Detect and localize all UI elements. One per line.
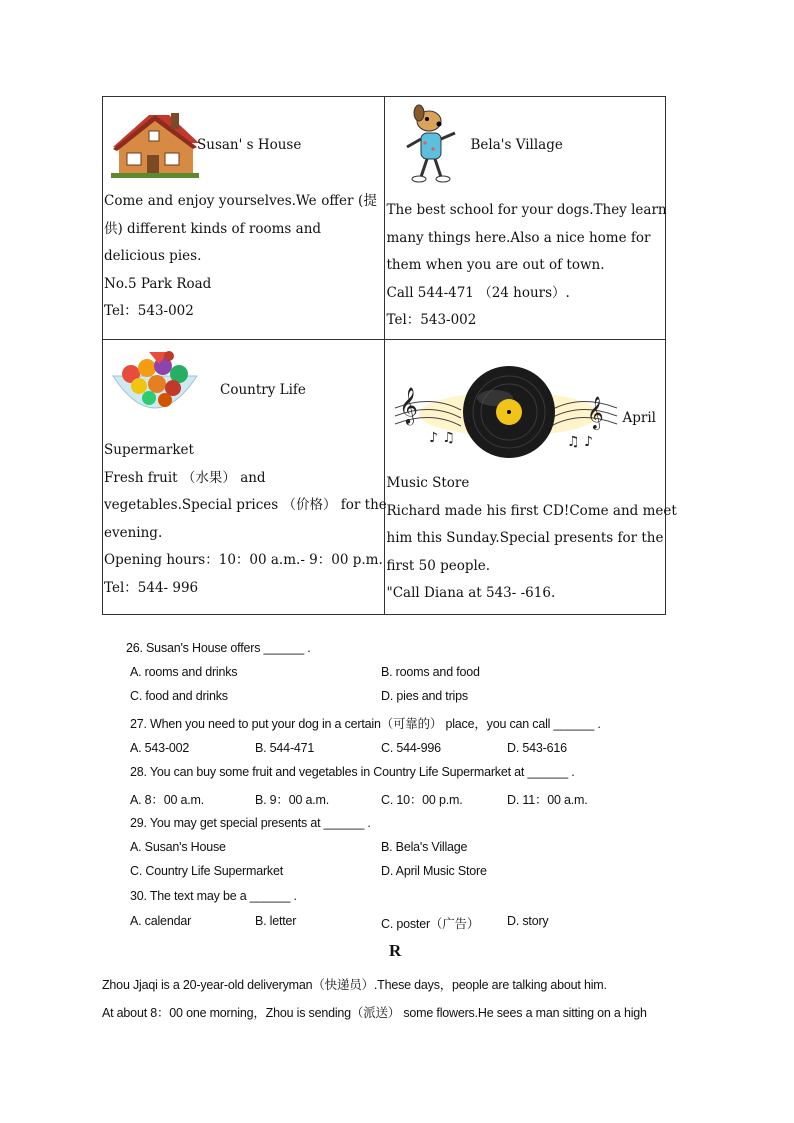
question-30: 30. The text may be a ______ . bbox=[130, 889, 297, 903]
section-heading: R bbox=[389, 941, 402, 960]
option: C. 544-996 bbox=[381, 741, 441, 755]
ad-susans-house bbox=[103, 97, 385, 340]
ad-line: Fresh fruit （水果） and bbox=[104, 469, 266, 486]
dog-icon bbox=[399, 103, 467, 187]
ad-title: Susan' s House bbox=[197, 137, 302, 153]
ad-line: The best school for your dogs.They learn bbox=[386, 202, 667, 218]
house-icon bbox=[109, 109, 201, 179]
question-28: 28. You can buy some fruit and vegetables in Country Life Supermarket at ______ . bbox=[130, 765, 575, 779]
option: C. food and drinks bbox=[130, 689, 228, 703]
option: B. rooms and food bbox=[381, 665, 480, 679]
option: C. poster（广告） bbox=[381, 917, 480, 931]
question-29: 29. You may get special presents at ______ . bbox=[130, 816, 371, 830]
option: B. 9：00 a.m. bbox=[255, 793, 330, 807]
ads-table bbox=[102, 96, 677, 615]
ad-line: 供) different kinds of rooms and bbox=[104, 220, 322, 237]
ad-line: Tel：543-002 bbox=[386, 312, 477, 328]
option: C. Country Life Supermarket bbox=[130, 864, 283, 878]
ad-line: Call 544-471 （24 hours）. bbox=[386, 284, 570, 301]
passage-line: Zhou Jjaqi is a 20-year-old deliveryman（快递员）.These days，people are talking about him. bbox=[102, 978, 607, 992]
option: D. 543-616 bbox=[507, 741, 567, 755]
fruit-bowl-icon bbox=[109, 348, 201, 426]
ad-line: Come and enjoy yourselves.We offer (提 bbox=[104, 193, 377, 209]
option: C. 10：00 p.m. bbox=[381, 793, 463, 807]
svg-text:𝄞: 𝄞 bbox=[586, 396, 604, 429]
question-27: 27. When you need to put your dog in a certain（可靠的） place，you can call ______ . bbox=[130, 717, 601, 731]
ad-line: Richard made his first CD!Come and meet bbox=[386, 502, 677, 519]
ad-line: Tel：543-002 bbox=[104, 303, 194, 319]
option: A. 543-002 bbox=[130, 741, 190, 755]
ad-title: Country Life bbox=[220, 382, 306, 398]
option: D. 11：00 a.m. bbox=[507, 793, 588, 807]
ad-line: delicious pies. bbox=[104, 248, 202, 264]
svg-text:𝄞: 𝄞 bbox=[398, 386, 418, 424]
ad-line: "Call Diana at 543- -616. bbox=[386, 585, 556, 601]
ad-line: Music Store bbox=[386, 475, 470, 491]
option: A. 8：00 a.m. bbox=[130, 793, 205, 807]
ad-line: No.5 Park Road bbox=[104, 275, 212, 292]
ad-line: many things here.Also a nice home for bbox=[386, 229, 651, 246]
ad-belas-village bbox=[384, 97, 666, 340]
option: B. letter bbox=[255, 914, 297, 928]
ad-line: him this Sunday.Special presents for the bbox=[386, 530, 664, 546]
ad-line: evening. bbox=[104, 524, 163, 541]
svg-text:♫ ♪: ♫ ♪ bbox=[566, 434, 593, 450]
option: A. Susan's House bbox=[130, 840, 226, 854]
ad-line: Opening hours：10：00 a.m.- 9：00 p.m. bbox=[104, 552, 383, 568]
ad-line: Tel：544- 996 bbox=[104, 579, 199, 596]
option: D. April Music Store bbox=[381, 864, 487, 878]
ad-title: Bela's Village bbox=[470, 137, 563, 153]
ad-line: vegetables.Special prices （价格） for the bbox=[104, 497, 387, 513]
option: B. Bela's Village bbox=[381, 840, 468, 854]
ad-country-life bbox=[103, 340, 385, 615]
ad-line: first 50 people. bbox=[386, 557, 491, 574]
option: A. calendar bbox=[130, 914, 192, 928]
ad-title: April bbox=[622, 410, 656, 426]
svg-text:♪ ♫: ♪ ♫ bbox=[428, 430, 455, 446]
option: B. 544-471 bbox=[255, 741, 315, 755]
option: D. story bbox=[507, 914, 549, 928]
option: A. rooms and drinks bbox=[130, 665, 238, 679]
vinyl-record-icon bbox=[391, 364, 621, 468]
passage-line: At about 8：00 one morning，Zhou is sending（派送） some flowers.He sees a man sitting on a high bbox=[102, 1006, 647, 1020]
question-26: 26. Susan's House offers ______ . bbox=[126, 641, 311, 655]
ad-line: them when you are out of town. bbox=[386, 257, 605, 273]
ad-line: Supermarket bbox=[104, 442, 194, 458]
option: D. pies and trips bbox=[381, 689, 468, 703]
ad-april-music-store bbox=[384, 340, 677, 615]
